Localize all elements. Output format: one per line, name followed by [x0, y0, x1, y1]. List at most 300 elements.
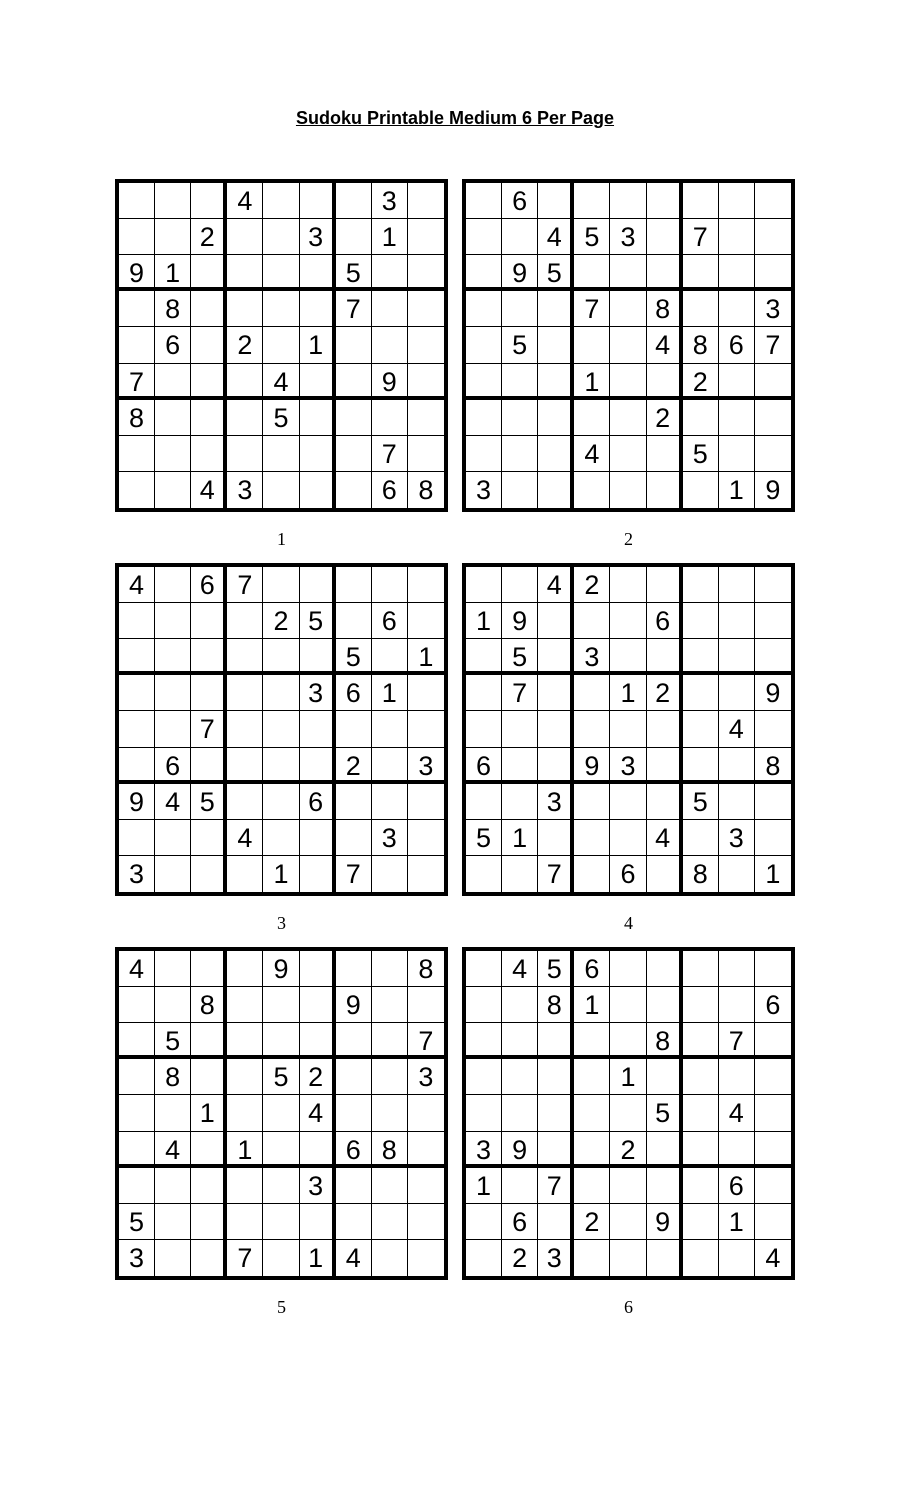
sudoku-cell — [610, 1023, 646, 1059]
sudoku-cell — [502, 856, 538, 892]
sudoku-cell — [538, 1023, 574, 1059]
sudoku-cell — [538, 1059, 574, 1095]
sudoku-cell — [227, 987, 263, 1023]
sudoku-cell: 2 — [502, 1240, 538, 1276]
sudoku-cell — [227, 856, 263, 892]
sudoku-cell — [336, 567, 372, 603]
sudoku-cell: 3 — [300, 1168, 336, 1204]
sudoku-cell — [119, 1023, 155, 1059]
sudoku-cell: 4 — [719, 711, 755, 747]
puzzle-2 — [462, 179, 795, 550]
sudoku-cell — [647, 472, 683, 508]
sudoku-cell — [191, 1168, 227, 1204]
sudoku-cell — [683, 1023, 719, 1059]
sudoku-cell — [683, 1095, 719, 1131]
sudoku-cell — [755, 603, 791, 639]
sudoku-cell — [610, 327, 646, 363]
sudoku-cell: 8 — [155, 291, 191, 327]
sudoku-cell — [683, 1132, 719, 1168]
sudoku-cell: 3 — [574, 639, 610, 675]
sudoku-cell: 2 — [300, 1059, 336, 1095]
sudoku-cell — [263, 675, 299, 711]
sudoku-cell — [574, 400, 610, 436]
sudoku-cell — [300, 987, 336, 1023]
sudoku-cell: 1 — [610, 675, 646, 711]
sudoku-cell — [574, 856, 610, 892]
sudoku-cell: 7 — [227, 1240, 263, 1276]
sudoku-cell — [336, 436, 372, 472]
sudoku-cell — [719, 400, 755, 436]
sudoku-cell — [372, 987, 408, 1023]
sudoku-cell: 9 — [502, 1132, 538, 1168]
sudoku-cell — [574, 1240, 610, 1276]
sudoku-cell: 4 — [502, 951, 538, 987]
sudoku-cell: 8 — [372, 1132, 408, 1168]
sudoku-cell — [610, 1240, 646, 1276]
sudoku-cell — [719, 255, 755, 291]
sudoku-grid — [115, 947, 448, 1280]
sudoku-cell: 1 — [574, 364, 610, 400]
sudoku-cell: 2 — [191, 219, 227, 255]
sudoku-cell — [119, 1059, 155, 1095]
sudoku-cell — [574, 327, 610, 363]
sudoku-cell: 6 — [155, 327, 191, 363]
sudoku-cell — [466, 400, 502, 436]
sudoku-cell — [119, 675, 155, 711]
sudoku-cell — [647, 183, 683, 219]
sudoku-cell — [683, 987, 719, 1023]
sudoku-cell — [191, 183, 227, 219]
sudoku-cell: 2 — [574, 1204, 610, 1240]
sudoku-cell — [466, 1059, 502, 1095]
sudoku-cell — [610, 951, 646, 987]
sudoku-cell — [683, 1204, 719, 1240]
sudoku-cell — [502, 1023, 538, 1059]
sudoku-cell — [647, 1132, 683, 1168]
sudoku-cell: 3 — [119, 1240, 155, 1276]
sudoku-cell — [755, 1023, 791, 1059]
sudoku-cell: 3 — [408, 1059, 444, 1095]
sudoku-cell — [336, 603, 372, 639]
page-title: Sudoku Printable Medium 6 Per Page — [295, 108, 615, 128]
sudoku-cell — [372, 784, 408, 820]
sudoku-cell — [119, 1132, 155, 1168]
sudoku-cell — [466, 327, 502, 363]
sudoku-cell — [336, 364, 372, 400]
sudoku-cell — [755, 711, 791, 747]
sudoku-cell: 8 — [647, 291, 683, 327]
sudoku-cell — [719, 1132, 755, 1168]
sudoku-cell: 5 — [466, 820, 502, 856]
sudoku-cell: 5 — [263, 400, 299, 436]
sudoku-cell — [647, 1240, 683, 1276]
sudoku-cell — [755, 1168, 791, 1204]
puzzle-number: 2 — [624, 529, 633, 549]
sudoku-cell — [336, 951, 372, 987]
sudoku-cell: 6 — [336, 1132, 372, 1168]
sudoku-cell — [191, 748, 227, 784]
sudoku-cell — [119, 472, 155, 508]
sudoku-cell — [372, 711, 408, 747]
sudoku-cell — [466, 951, 502, 987]
sudoku-cell — [502, 436, 538, 472]
sudoku-cell — [227, 603, 263, 639]
sudoku-cell — [155, 1240, 191, 1276]
sudoku-cell — [372, 748, 408, 784]
sudoku-cell — [227, 748, 263, 784]
sudoku-cell: 6 — [336, 675, 372, 711]
sudoku-cell — [574, 711, 610, 747]
sudoku-cell — [538, 639, 574, 675]
sudoku-cell: 6 — [719, 327, 755, 363]
sudoku-cell: 9 — [263, 951, 299, 987]
sudoku-cell: 8 — [755, 748, 791, 784]
sudoku-cell: 7 — [336, 291, 372, 327]
sudoku-cell: 5 — [538, 951, 574, 987]
sudoku-cell — [647, 567, 683, 603]
sudoku-cell: 1 — [191, 1095, 227, 1131]
sudoku-cell: 6 — [719, 1168, 755, 1204]
sudoku-cell — [263, 1095, 299, 1131]
sudoku-cell — [610, 603, 646, 639]
sudoku-grid — [115, 179, 448, 512]
sudoku-cell — [119, 291, 155, 327]
sudoku-cell — [155, 603, 191, 639]
sudoku-cell — [466, 183, 502, 219]
sudoku-cell: 1 — [372, 219, 408, 255]
sudoku-cell — [300, 472, 336, 508]
sudoku-cell — [300, 1023, 336, 1059]
sudoku-cell — [719, 784, 755, 820]
sudoku-cell — [372, 639, 408, 675]
sudoku-cell — [719, 639, 755, 675]
sudoku-cell: 6 — [574, 951, 610, 987]
sudoku-cell — [155, 183, 191, 219]
sudoku-cell — [119, 436, 155, 472]
sudoku-cell — [372, 567, 408, 603]
sudoku-cell — [647, 255, 683, 291]
sudoku-cell: 3 — [408, 748, 444, 784]
sudoku-cell — [538, 820, 574, 856]
sudoku-cell — [466, 856, 502, 892]
sudoku-cell: 2 — [647, 400, 683, 436]
sudoku-cell: 4 — [191, 472, 227, 508]
sudoku-cell: 3 — [719, 820, 755, 856]
sudoku-cell — [719, 567, 755, 603]
sudoku-cell — [683, 472, 719, 508]
sudoku-cell: 5 — [683, 436, 719, 472]
sudoku-cell: 4 — [155, 784, 191, 820]
sudoku-cell — [502, 567, 538, 603]
sudoku-cell — [755, 400, 791, 436]
sudoku-cell — [719, 1240, 755, 1276]
sudoku-cell — [683, 603, 719, 639]
sudoku-cell — [119, 820, 155, 856]
sudoku-cell: 8 — [418, 474, 434, 505]
sudoku-cell: 1 — [610, 1059, 646, 1095]
sudoku-cell — [408, 856, 444, 892]
sudoku-cell — [574, 1023, 610, 1059]
sudoku-cell — [300, 1204, 336, 1240]
sudoku-cell: 9 — [574, 748, 610, 784]
sudoku-cell — [155, 436, 191, 472]
puzzle-3 — [115, 563, 448, 934]
sudoku-cell: 4 — [647, 327, 683, 363]
sudoku-cell — [119, 987, 155, 1023]
sudoku-cell — [191, 1132, 227, 1168]
sudoku-cell: 6 — [191, 567, 227, 603]
sudoku-cell: 1 — [300, 327, 336, 363]
sudoku-cell — [502, 472, 538, 508]
sudoku-cell — [408, 711, 444, 747]
sudoku-cell — [119, 219, 155, 255]
sudoku-cell — [155, 639, 191, 675]
sudoku-cell: 7 — [191, 711, 227, 747]
sudoku-cell — [538, 675, 574, 711]
sudoku-grid — [462, 947, 795, 1280]
sudoku-cell — [466, 567, 502, 603]
sudoku-cell: 9 — [765, 474, 781, 505]
sudoku-cell — [372, 1240, 408, 1276]
sudoku-cell — [466, 255, 502, 291]
sudoku-cell — [155, 987, 191, 1023]
sudoku-cell — [538, 1204, 574, 1240]
sudoku-cell — [372, 1023, 408, 1059]
sudoku-cell — [300, 255, 336, 291]
sudoku-cell: 9 — [336, 987, 372, 1023]
sudoku-cell: 8 — [155, 1059, 191, 1095]
sudoku-cell: 2 — [574, 567, 610, 603]
sudoku-grid — [462, 179, 795, 512]
sudoku-cell: 5 — [119, 1204, 155, 1240]
sudoku-cell — [336, 784, 372, 820]
puzzle-number: 1 — [277, 529, 286, 549]
sudoku-cell — [574, 820, 610, 856]
sudoku-cell: 4 — [300, 1095, 336, 1131]
sudoku-cell: 8 — [647, 1023, 683, 1059]
sudoku-cell — [372, 291, 408, 327]
sudoku-cell — [683, 1168, 719, 1204]
sudoku-cell — [372, 856, 408, 892]
sudoku-cell: 6 — [372, 603, 408, 639]
sudoku-cell: 5 — [191, 784, 227, 820]
sudoku-cell — [466, 1204, 502, 1240]
sudoku-cell: 3 — [466, 1132, 502, 1168]
sudoku-cell — [574, 472, 610, 508]
sudoku-cell — [227, 1168, 263, 1204]
sudoku-cell — [191, 675, 227, 711]
sudoku-cell: 9 — [119, 784, 155, 820]
sudoku-cell — [719, 1059, 755, 1095]
sudoku-cell — [538, 1095, 574, 1131]
sudoku-cell — [755, 639, 791, 675]
sudoku-cell — [647, 987, 683, 1023]
sudoku-cell — [683, 291, 719, 327]
sudoku-cell — [263, 1204, 299, 1240]
sudoku-cell — [755, 951, 791, 987]
sudoku-cell — [155, 1168, 191, 1204]
sudoku-cell: 4 — [227, 820, 263, 856]
sudoku-cell — [502, 219, 538, 255]
sudoku-cell — [538, 472, 574, 508]
sudoku-cell — [647, 639, 683, 675]
sudoku-cell — [502, 1059, 538, 1095]
sudoku-cell — [755, 436, 791, 472]
sudoku-cell: 1 — [574, 987, 610, 1023]
sudoku-cell — [574, 1132, 610, 1168]
sudoku-cell — [408, 603, 444, 639]
sudoku-cell — [408, 1204, 444, 1240]
sudoku-cell: 7 — [336, 856, 372, 892]
puzzle-number: 5 — [277, 1297, 286, 1317]
sudoku-cell — [336, 400, 372, 436]
sudoku-cell: 5 — [502, 327, 538, 363]
sudoku-cell — [408, 987, 444, 1023]
sudoku-cell — [155, 567, 191, 603]
sudoku-cell — [372, 1168, 408, 1204]
sudoku-cell — [610, 711, 646, 747]
sudoku-cell — [119, 327, 155, 363]
sudoku-cell — [263, 183, 299, 219]
sudoku-cell: 2 — [647, 675, 683, 711]
sudoku-cell: 7 — [119, 364, 155, 400]
sudoku-grid — [115, 563, 448, 896]
sudoku-cell — [336, 1168, 372, 1204]
sudoku-cell — [610, 436, 646, 472]
sudoku-cell — [610, 1095, 646, 1131]
sudoku-cell — [372, 327, 408, 363]
sudoku-cell — [263, 291, 299, 327]
sudoku-cell: 1 — [719, 1204, 755, 1240]
sudoku-cell — [300, 639, 336, 675]
sudoku-cell — [191, 951, 227, 987]
sudoku-cell — [466, 364, 502, 400]
sudoku-cell — [647, 951, 683, 987]
sudoku-cell — [538, 327, 574, 363]
sudoku-cell — [755, 1059, 791, 1095]
sudoku-cell — [755, 219, 791, 255]
sudoku-cell — [538, 1132, 574, 1168]
sudoku-cell — [574, 1059, 610, 1095]
sudoku-cell — [755, 820, 791, 856]
sudoku-cell — [683, 951, 719, 987]
puzzle-1 — [115, 179, 448, 550]
sudoku-cell — [610, 364, 646, 400]
sudoku-cell: 4 — [263, 364, 299, 400]
sudoku-cell — [227, 1059, 263, 1095]
sudoku-cell — [408, 1132, 444, 1168]
sudoku-cell: 7 — [683, 219, 719, 255]
sudoku-cell — [610, 639, 646, 675]
sudoku-cell — [647, 748, 683, 784]
sudoku-cell: 4 — [538, 219, 574, 255]
sudoku-cell — [466, 639, 502, 675]
sudoku-cell — [610, 255, 646, 291]
sudoku-cell — [755, 1204, 791, 1240]
sudoku-cell: 4 — [719, 1095, 755, 1131]
sudoku-cell — [336, 1023, 372, 1059]
sudoku-cell — [647, 1168, 683, 1204]
sudoku-cell — [227, 255, 263, 291]
sudoku-cell — [683, 1240, 719, 1276]
sudoku-cell: 9 — [372, 364, 408, 400]
sudoku-cell: 4 — [574, 436, 610, 472]
sudoku-cell — [466, 675, 502, 711]
sudoku-cell: 6 — [502, 183, 538, 219]
sudoku-cell: 6 — [502, 1204, 538, 1240]
sudoku-cell — [466, 987, 502, 1023]
sudoku-cell — [336, 183, 372, 219]
sudoku-cell — [647, 1059, 683, 1095]
sudoku-cell: 7 — [502, 675, 538, 711]
sudoku-cell: 9 — [502, 255, 538, 291]
sudoku-cell — [263, 1168, 299, 1204]
sudoku-cell — [263, 639, 299, 675]
sudoku-cell — [263, 1023, 299, 1059]
sudoku-cell — [719, 219, 755, 255]
sudoku-cell — [300, 567, 336, 603]
sudoku-cell: 5 — [647, 1095, 683, 1131]
sudoku-cell — [191, 1023, 227, 1059]
sudoku-cell — [466, 1023, 502, 1059]
sudoku-cell — [300, 748, 336, 784]
sudoku-cell — [119, 748, 155, 784]
sudoku-grid — [462, 563, 795, 896]
sudoku-cell — [191, 291, 227, 327]
sudoku-cell — [263, 1132, 299, 1168]
sudoku-cell — [538, 748, 574, 784]
sudoku-cell: 1 — [227, 1132, 263, 1168]
sudoku-cell — [263, 711, 299, 747]
sudoku-cell — [719, 987, 755, 1023]
sudoku-cell — [408, 820, 444, 856]
sudoku-cell — [574, 784, 610, 820]
sudoku-cell — [408, 1168, 444, 1204]
sudoku-cell — [227, 291, 263, 327]
sudoku-cell — [263, 748, 299, 784]
sudoku-cell: 5 — [574, 219, 610, 255]
sudoku-cell — [300, 183, 336, 219]
sudoku-cell — [119, 603, 155, 639]
sudoku-cell: 4 — [647, 820, 683, 856]
sudoku-cell: 3 — [538, 784, 574, 820]
sudoku-cell — [119, 1095, 155, 1131]
sudoku-cell — [502, 784, 538, 820]
sudoku-cell — [336, 711, 372, 747]
sudoku-cell — [408, 183, 444, 219]
sudoku-cell — [263, 567, 299, 603]
sudoku-cell — [408, 291, 444, 327]
sudoku-cell — [263, 255, 299, 291]
sudoku-cell — [227, 675, 263, 711]
sudoku-cell — [502, 291, 538, 327]
sudoku-cell — [610, 183, 646, 219]
sudoku-cell: 3 — [300, 675, 336, 711]
sudoku-cell: 1 — [263, 856, 299, 892]
sudoku-cell — [155, 1204, 191, 1240]
sudoku-cell: 2 — [610, 1132, 646, 1168]
sudoku-cell: 4 — [155, 1132, 191, 1168]
sudoku-cell: 7 — [574, 291, 610, 327]
sudoku-cell — [191, 364, 227, 400]
sudoku-cell — [610, 291, 646, 327]
sudoku-cell — [466, 219, 502, 255]
sudoku-cell — [502, 1168, 538, 1204]
sudoku-cell — [155, 1095, 191, 1131]
sudoku-cell: 1 — [372, 675, 408, 711]
sudoku-cell — [263, 436, 299, 472]
sudoku-cell: 4 — [119, 951, 155, 987]
